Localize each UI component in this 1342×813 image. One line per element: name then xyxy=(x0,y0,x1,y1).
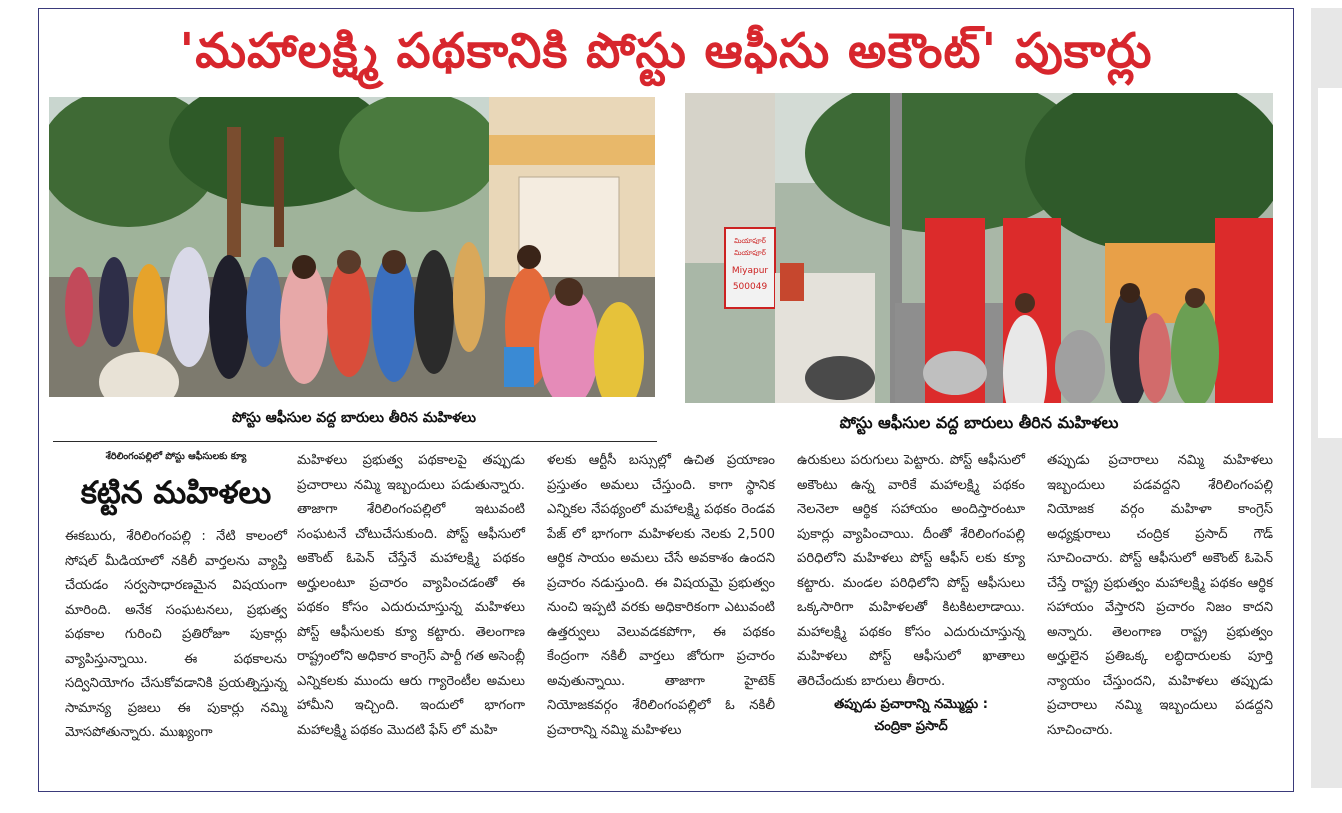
photo-left xyxy=(49,97,655,397)
photo-left-caption: పోస్టు ఆఫీసుల వద్ద బారులు తీరిన మహిళలు xyxy=(232,410,476,426)
adjacent-page-box xyxy=(1318,88,1342,438)
column-2-text: మహిళలు ప్రభుత్వ పథకాలపై తప్పుడు ప్రచారాలు నమ్మి ఇబ్బందులు పడుతున్నారు. తాజాగా శేరిలింగంపల్లిలో ఇటువంటి సంఘటనే చోటుచేసుకుంది. పోస్ట్ ఆఫీసులో అకౌంట్ ఓపెన్ చేస్తేనే మహాలక్ష్మి పథకం అర్హులంటూ ప్రచారం వ్యాపించడంతో ఈ పథకం కోసం ఎదురుచూస్తున్న మహిళలు పోస్ట్ ఆఫీసులకు క్యూ కట్టారు. తెలంగాణ రాష్ట్రంలోని అధికార కాంగ్రెస్ పార్టీ గత అసెంబ్లీ ఎన్నికలకు ముందు ఆరు గ్యారెంటీల అమలు హామీని ఇచ్చింది. ఇందులో భాగంగా మహాలక్ష్మి పథకం మొదటి ఫేస్ లో మహి xyxy=(297,453,525,738)
photo-right xyxy=(685,93,1273,403)
column-2 xyxy=(297,449,525,743)
column-3 xyxy=(547,449,775,743)
sign-line1: మియాపూర్ xyxy=(734,237,766,245)
sign-line3: Miyapur xyxy=(731,266,769,276)
column-4-text: ఉరుకులు పరుగులు పెట్టారు. పోస్ట్ ఆఫీసులో అకౌంటు ఉన్న వారికే మహాలక్ష్మి పథకం నెలనెలా ఆర్థిక సహాయం అందిస్తారంటూ పుకార్లు వ్యాపించాయి. దీంతో శేరిలింగంపల్లి పరిధిలోని మహిళలు పోస్ట్ ఆఫీస్ లకు క్యూ కట్టారు. మండల పరిధిలోని పోస్ట్ ఆఫీసులు ఒక్కసారిగా మహిళలతో కిటకిటలాడాయి. మహాలక్ష్మి పథకం కోసం ఎదురుచూస్తున్న మహిళలు పోస్ట్ ఆఫీసులో ఖాతాలు తెరిచేందుకు బారులు తీరారు. xyxy=(797,453,1025,689)
column-divider xyxy=(53,441,657,442)
news-article xyxy=(38,8,1294,792)
column-1 xyxy=(65,449,287,746)
crowd-photo-left xyxy=(49,97,655,397)
adjacent-page-edge xyxy=(1311,8,1342,788)
column-3-text: ళలకు ఆర్టీసీ బస్సుల్లో ఉచిత ప్రయాణం ప్రస్తుతం అమలు చేస్తుంది. కాగా స్థానిక ఎన్నికల నేపథ్యంలో మహాలక్ష్మి పథకం రెండవ పేజ్ లో భాగంగా మహిళలకు నెలకు 2,500 ఆర్థిక సాయం అమలు చేసే అవకాశం ఉందని ప్రచారం నడుస్తుంది. ఈ విషయమై ప్రభుత్వం నుంచి ఇప్పటి వరకు అధికారికంగా ఎటువంటి ఉత్తర్వులు వెలువడకపోగా, ఈ పథకం కేంద్రంగా నకిలీ వార్తలు జోరుగా ప్రచారం అవుతున్నాయి. తాజాగా హైటెక్ నియోజకవర్గం శేరిలింగంపల్లిలో ఓ నకిలీ ప్రచారాన్ని నమ్మి మహిళలు xyxy=(547,453,775,738)
column-4-subhead-line2: చంద్రికా ప్రసాద్ xyxy=(874,719,948,734)
sign-line2: మియాపూర్ xyxy=(734,249,766,257)
sign-line4: 500049 xyxy=(732,282,768,292)
story-kicker: శేరిలింగంపల్లిలో పోస్టు ఆఫీసులకు క్యూ xyxy=(105,451,247,462)
column-4-subhead-line1: తప్పుడు ప్రచారాన్ని నమ్మొద్దు : xyxy=(834,697,988,712)
next-article-edge xyxy=(0,792,1342,813)
photo-right-caption: పోస్టు ఆఫీసుల వద్ద బారులు తీరిన మహిళలు xyxy=(839,413,1119,432)
headline: 'మహాలక్ష్మి పథకానికి పోస్టు ఆఫీసు అకౌంట్' పుకార్లు xyxy=(179,23,1153,79)
column-5 xyxy=(1047,449,1273,743)
column-4 xyxy=(797,449,1025,738)
story-subhead: కట్టిన మహిళలు xyxy=(80,475,272,511)
post-office-photo-right xyxy=(685,93,1273,403)
column-5-text: తప్పుడు ప్రచారాలు నమ్మి మహిళలు ఇబ్బందులు పడవద్దని శేరిలింగంపల్లి నియోజక వర్గం మహిళా కాంగ్రెస్ అధ్యక్షురాలు చంద్రిక ప్రసాద్ గౌడ్ సూచించారు. పోస్ట్ ఆఫీసులో అకౌంట్ ఓపెన్ చేస్తే రాష్ట్ర ప్రభుత్వం మహాలక్ష్మి పథకం ఆర్థిక సహాయం వేస్తారని ప్రచారం నిజం కాదని అన్నారు. తెలంగాణ రాష్ట్ర ప్రభుత్వం అర్హులైన ప్రతిఒక్క లబ్ధిదారులకు పూర్తి న్యాయం చేస్తుందని, మహిళలు తప్పుడు ప్రచారాలు నమ్మి ఇబ్బందులు పడద్దని సూచించారు. xyxy=(1047,453,1273,738)
column-1-text: ఈకబురు, శేరిలింగంపల్లి : నేటి కాలంలో సోషల్ మీడియాలో నకిలీ వార్తలను వ్యాప్తి చేయడం సర్వసాధారణమైన విషయంగా మారింది. అనేక సంఘటనలు, ప్రభుత్వ పథకాల గురించి ప్రతిరోజూ పుకార్లు వ్యాపిస్తున్నాయి. ఈ పథకాలను సద్వినియోగం చేసుకోవడానికి ప్రయత్నిస్తున్న సామాన్య ప్రజలు ఈ పుకార్లు నమ్మి మోసపోతున్నారు. ముఖ్యంగా xyxy=(65,529,287,740)
